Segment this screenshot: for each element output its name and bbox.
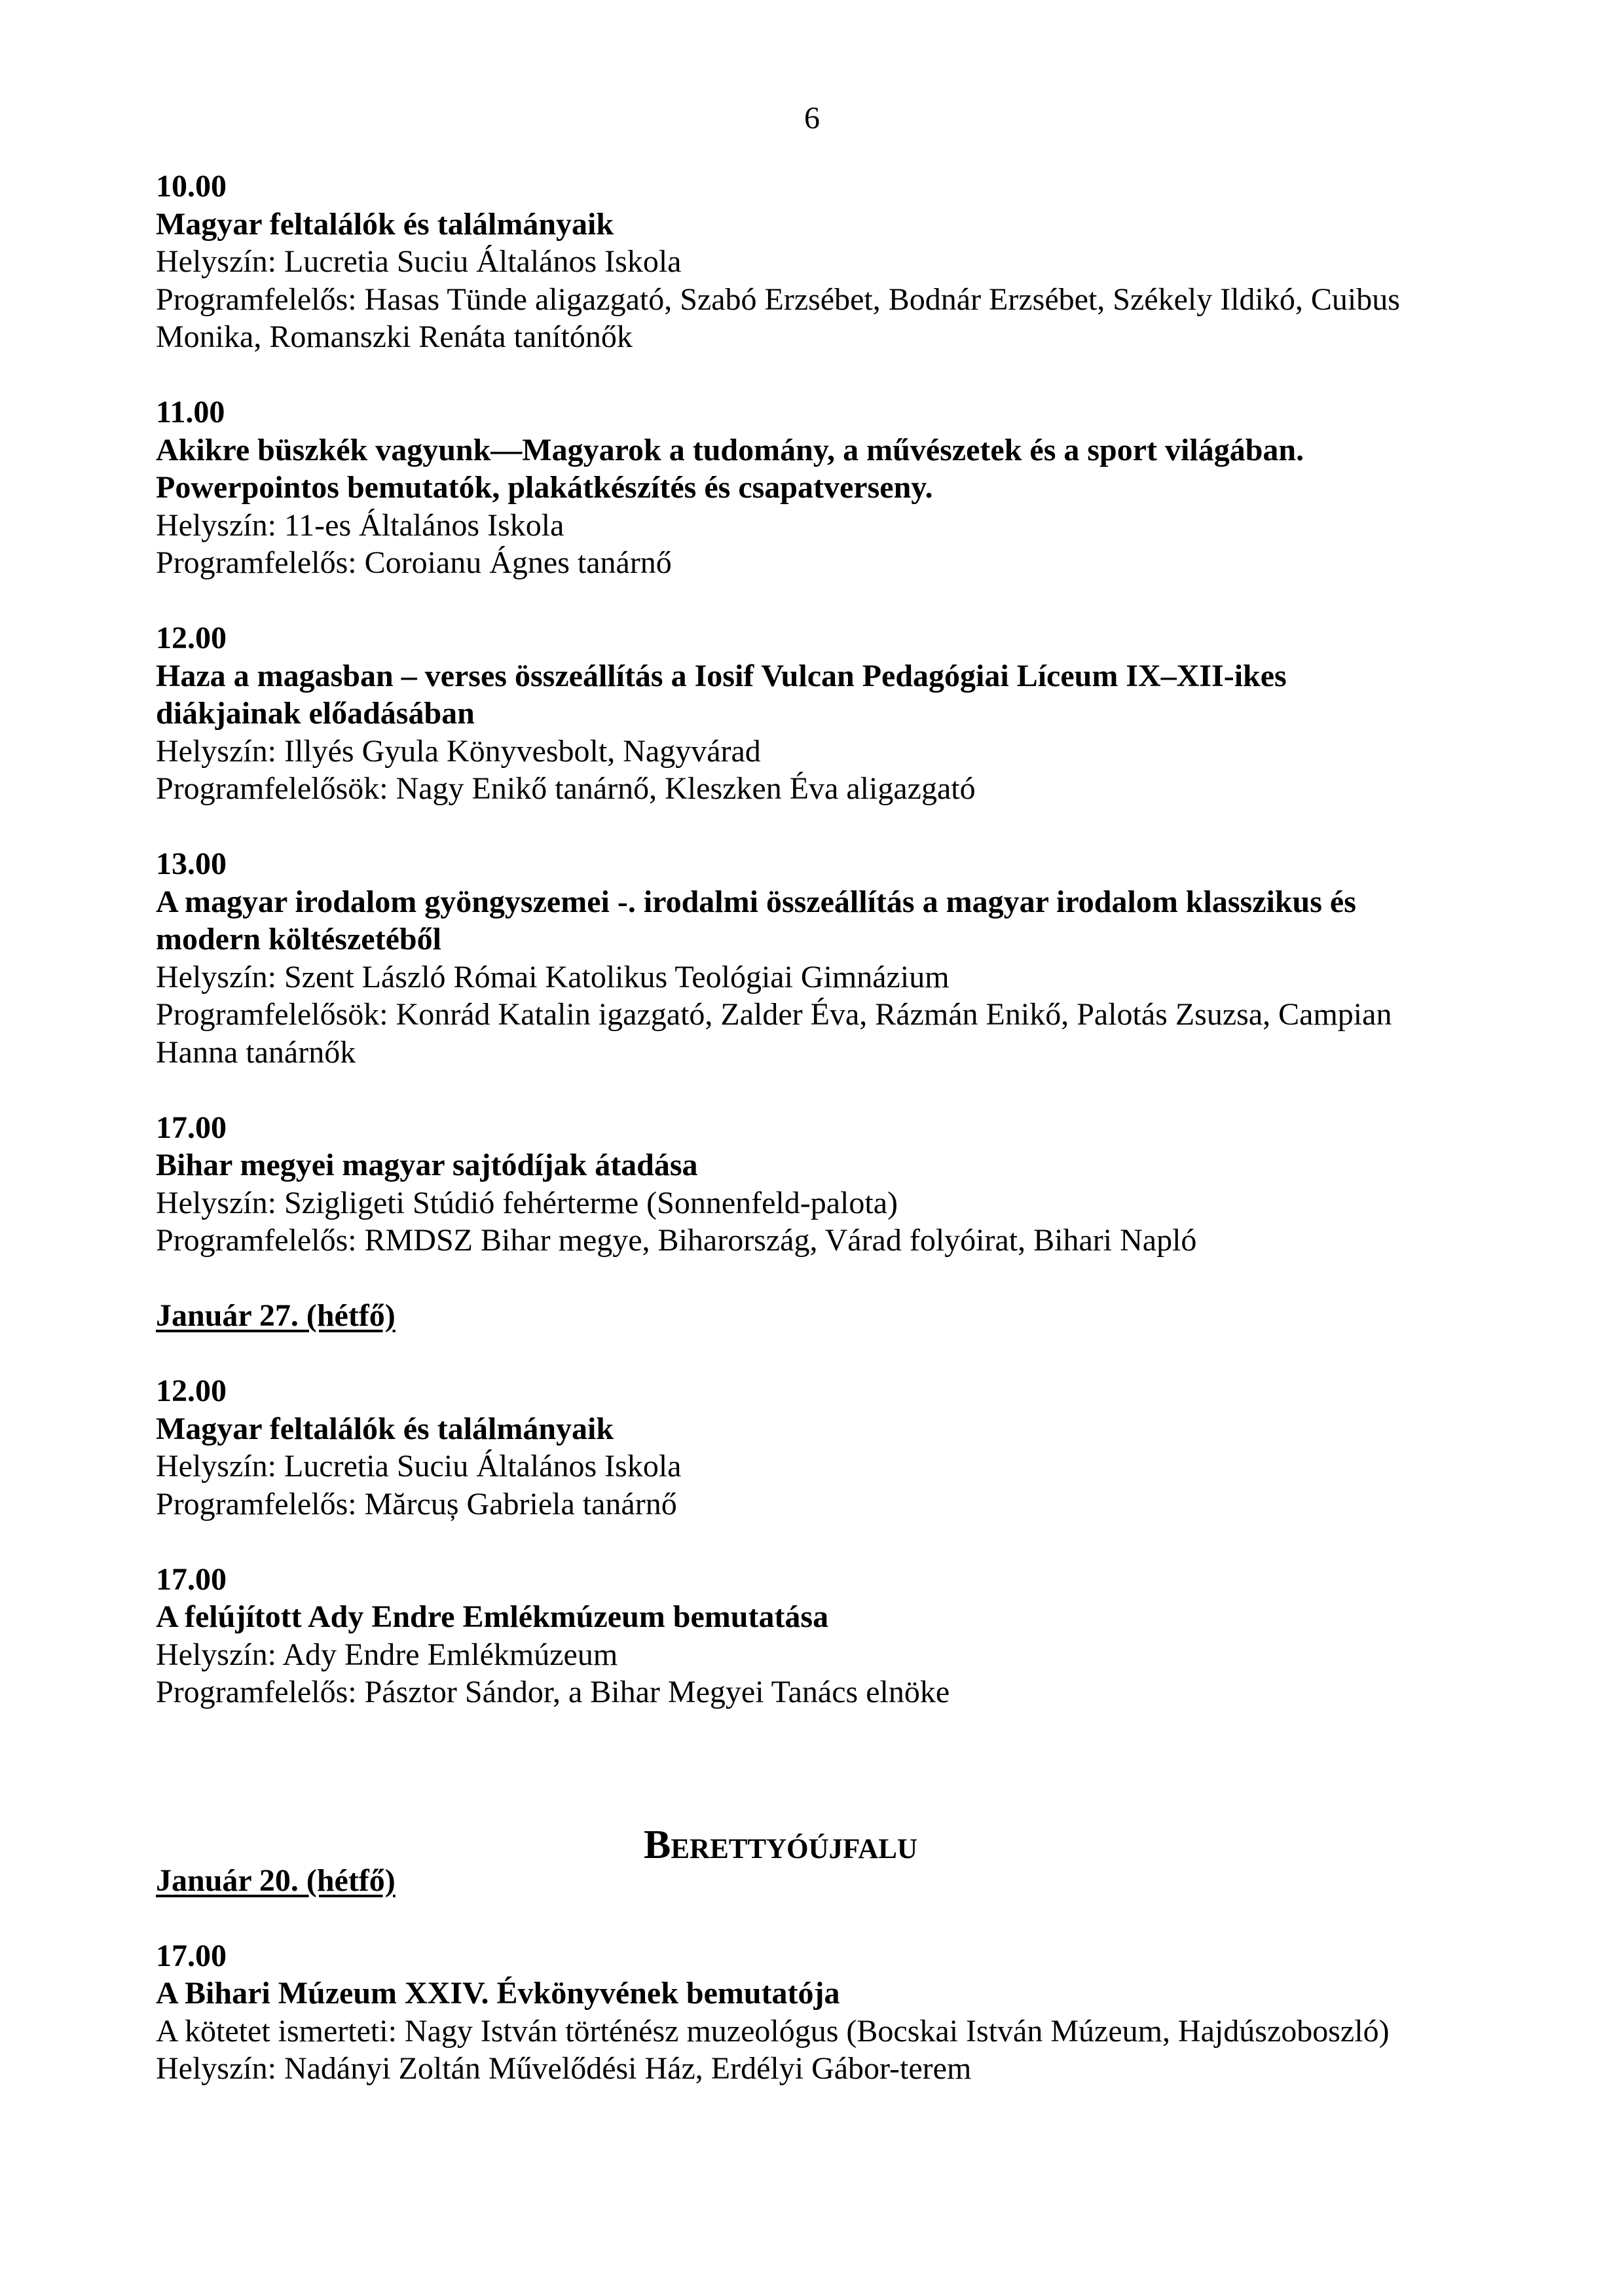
event-time: 17.00 — [156, 1938, 227, 1973]
event — [156, 393, 1472, 582]
event-venue: Helyszín: Illyés Gyula Könyvesbolt, Nagyvárad — [156, 733, 761, 769]
event-title: Bihar megyei magyar sajtódíjak átadása — [156, 1148, 698, 1182]
event-venue: Helyszín: 11-es Általános Iskola — [156, 507, 564, 543]
event-organizers: Programfelelős: Coroianu Ágnes tanárnő — [156, 545, 672, 580]
event-title-continued: modern költészetéből — [156, 922, 441, 957]
date-heading: Január 27. (hétfő) — [156, 1298, 396, 1333]
event-venue: Helyszín: Szent László Római Katolikus Teológiai Gimnázium — [156, 959, 950, 994]
event-title: A magyar irodalom gyöngyszemei -. irodalmi összeállítás a magyar irodalom klasszikus és — [156, 884, 1356, 919]
city-section-header — [156, 1824, 1472, 1899]
event-time: 13.00 — [156, 847, 227, 881]
event-organizers: Programfelelős: Pásztor Sándor, a Bihar Megyei Tanács elnöke — [156, 1675, 950, 1709]
event-title-continued: diákjainak előadásában — [156, 696, 475, 731]
event-title: Magyar feltalálók és találmányaik — [156, 1411, 614, 1446]
event-venue: Helyszín: Ady Endre Emlékmúzeum — [156, 1637, 618, 1672]
event — [156, 845, 1472, 1071]
event-title: Akikre büszkék vagyunk—Magyarok a tudomány, a művészetek és a sport világában. — [156, 432, 1304, 467]
event-title: Haza a magasban – verses összeállítás a Iosif Vulcan Pedagógiai Líceum IX–XII-ikes — [156, 658, 1287, 693]
event-venue: Helyszín: Lucretia Suciu Általános Iskola — [156, 244, 682, 279]
event-organizers: Programfelelős: RMDSZ Bihar megye, Biharország, Várad folyóirat, Bihari Napló — [156, 1223, 1197, 1258]
event-title: A felújított Ady Endre Emlékmúzeum bemutatása — [156, 1599, 829, 1634]
event-organizers: Programfelelősök: Nagy Enikő tanárnő, Kleszken Éva aligazgató — [156, 771, 976, 806]
event — [156, 1109, 1472, 1260]
event — [156, 619, 1472, 808]
event-venue: Helyszín: Lucretia Suciu Általános Iskola — [156, 1449, 682, 1484]
event-time: 17.00 — [156, 1561, 227, 1597]
event-time: 12.00 — [156, 621, 227, 655]
event — [156, 1561, 1472, 1711]
event-organizers: Programfelelős: Hasas Tünde aligazgató, Szabó Erzsébet, Bodnár Erzsébet, Székely Ildikó, Cuibus — [156, 282, 1400, 317]
event-time: 10.00 — [156, 169, 227, 204]
event-title-continued: Powerpointos bemutatók, plakátkészítés és csapatverseny. — [156, 470, 933, 505]
event-organizers-continued: Hanna tanárnők — [156, 1034, 356, 1070]
event — [156, 1937, 1472, 2088]
event-title: Magyar feltalálók és találmányaik — [156, 206, 614, 242]
event — [156, 168, 1472, 356]
city-heading: Berettyóújfalu — [644, 1823, 918, 1867]
event-time: 11.00 — [156, 395, 225, 429]
event-title: A Bihari Múzeum XXIV. Évkönyvének bemutatója — [156, 1976, 840, 2011]
date-heading: Január 20. (hétfő) — [156, 1863, 396, 1898]
event-organizers: Programfelelős: Mărcuș Gabriela tanárnő — [156, 1486, 677, 1522]
event-venue: Helyszín: Szigligeti Stúdió fehérterme (Sonnenfeld-palota) — [156, 1185, 898, 1220]
page-number: 6 — [804, 101, 820, 136]
event-time: 17.00 — [156, 1110, 227, 1145]
programme-content — [156, 168, 1472, 2088]
event-venue: Helyszín: Nadányi Zoltán Művelődési Ház, Erdélyi Gábor-terem — [156, 2051, 972, 2086]
event-time: 12.00 — [156, 1374, 227, 1408]
event — [156, 1372, 1472, 1523]
event-organizers-continued: Monika, Romanszki Renáta tanítónők — [156, 319, 633, 354]
event-organizers: Programfelelősök: Konrád Katalin igazgató, Zalder Éva, Rázmán Enikő, Palotás Zsuzsa, Campian — [156, 997, 1392, 1032]
event-presenter: A kötetet ismerteti: Nagy István történész muzeológus (Bocskai István Múzeum, Hajdúszoboszló) — [156, 2013, 1390, 2049]
